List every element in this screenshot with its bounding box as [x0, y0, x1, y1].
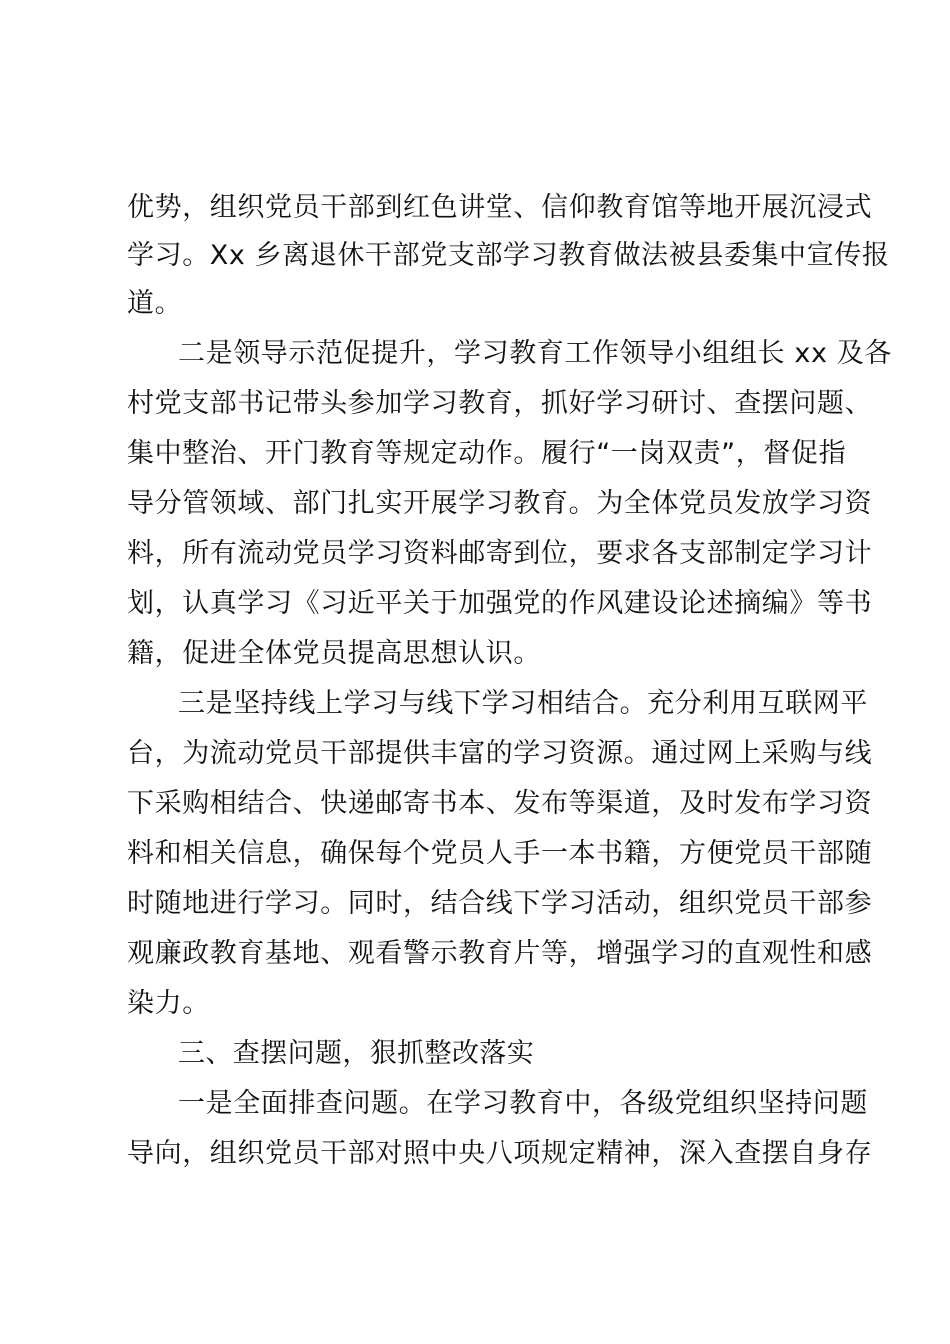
paragraph-line: 学习。Xx 乡离退休干部党支部学习教育做法被县委集中宣传报: [127, 240, 890, 271]
paragraph-line: 划，认真学习《习近平关于加强党的作风建设论述摘编》等书: [127, 588, 873, 619]
section-heading: 三、查摆问题，狠抓整改落实: [178, 1038, 535, 1069]
paragraph-line: 导分管领域、部门扎实开展学习教育。为全体党员发放学习资: [127, 488, 873, 519]
paragraph-line: 籍，促进全体党员提高思想认识。: [127, 638, 541, 669]
paragraph-line: 一是全面排查问题。在学习教育中，各级党组织坚持问题: [178, 1088, 868, 1119]
paragraph-line: 台，为流动党员干部提供丰富的学习资源。通过网上采购与线: [127, 738, 873, 769]
paragraph-line: 料，所有流动党员学习资料邮寄到位，要求各支部制定学习计: [127, 538, 873, 569]
paragraph-line: 导向，组织党员干部对照中央八项规定精神，深入查摆自身存: [127, 1138, 873, 1169]
paragraph-line: 染力。: [127, 988, 210, 1019]
paragraph-line: 优势，组织党员干部到红色讲堂、信仰教育馆等地开展沉浸式: [127, 192, 873, 223]
paragraph-line: 观廉政教育基地、观看警示教育片等，增强学习的直观性和感: [127, 938, 873, 969]
paragraph-line: 下采购相结合、快递邮寄书本、发布等渠道，及时发布学习资: [127, 788, 873, 819]
paragraph-line: 二是领导示范促提升，学习教育工作领导小组组长 xx 及各: [178, 338, 892, 369]
paragraph-line: 时随地进行学习。同时，结合线下学习活动，组织党员干部参: [127, 888, 873, 919]
paragraph-line: 三是坚持线上学习与线下学习相结合。充分利用互联网平: [178, 688, 868, 719]
paragraph-line: 道。: [127, 288, 183, 319]
paragraph-line: 集中整治、开门教育等规定动作。履行“一岗双责”，督促指: [127, 438, 847, 469]
paragraph-line: 料和相关信息，确保每个党员人手一本书籍，方便党员干部随: [127, 838, 873, 869]
paragraph-line: 村党支部书记带头参加学习教育，抓好学习研讨、查摆问题、: [127, 388, 873, 419]
